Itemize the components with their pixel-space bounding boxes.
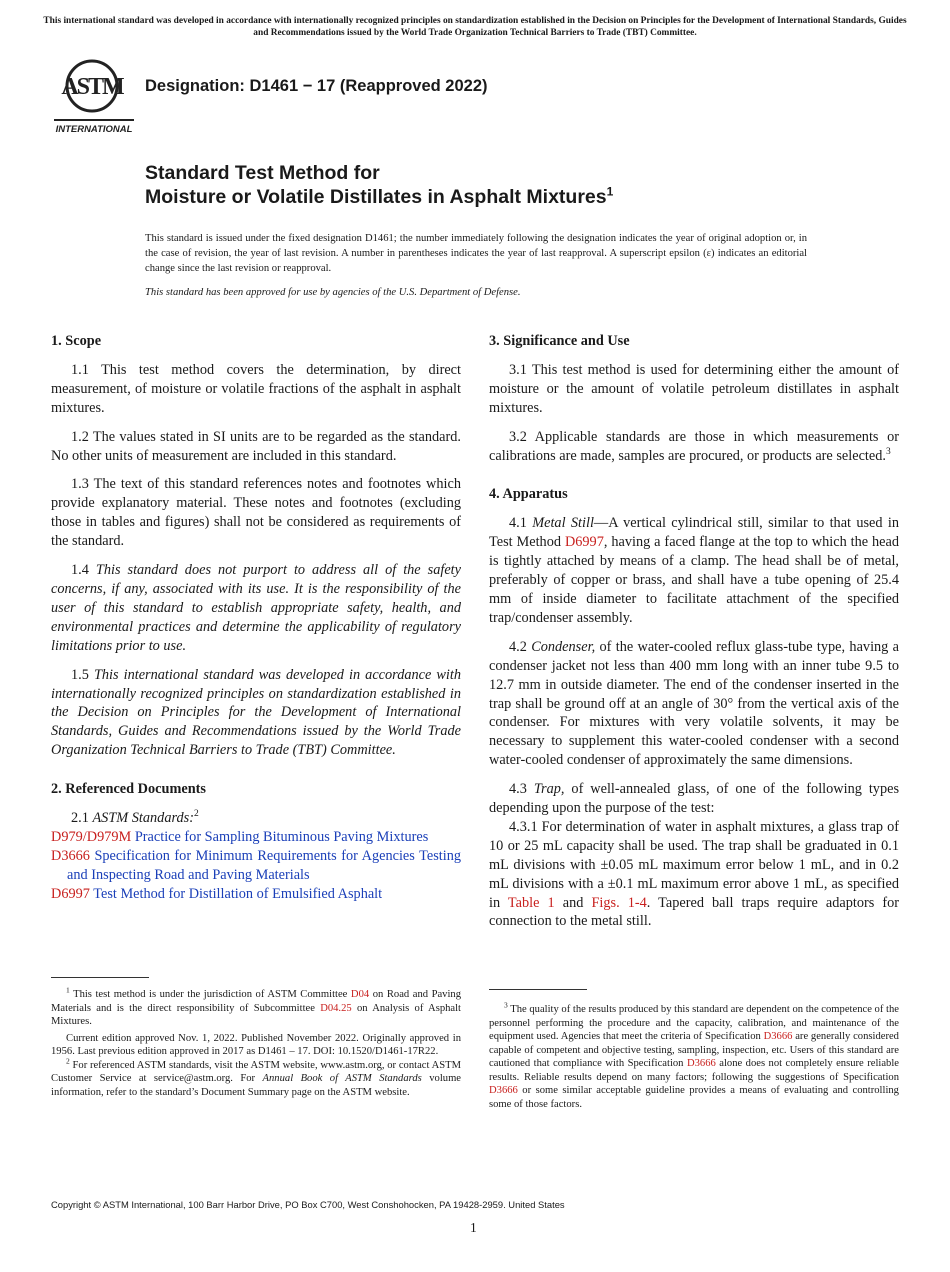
ref-link-d3666[interactable]: D3666 (51, 847, 90, 864)
left-column (51, 332, 461, 904)
footnote-1: $^1$ This test method is under the jurisdiction of ASTM Committee D04 on Road and Paving Materials and is the direct responsibility of Subcommittee D04.25 on Analysis of Asphalt Mixtures. (51, 985, 462, 1027)
logo-subtext: INTERNATIONAL (55, 124, 133, 135)
link-d3666[interactable]: D3666 (489, 1085, 518, 1096)
refdocs-2-1: 2.1 ASTM Standards:$^2$ (71, 809, 199, 827)
logo-text: ASTM (61, 74, 123, 100)
link-figs-1-4[interactable]: Figs. 1-4 (591, 894, 647, 911)
ref-title-link[interactable]: Test Method for Distillation of Emulsified Asphalt (93, 885, 383, 902)
section-heading-significance: 3. Significance and Use (489, 333, 630, 349)
footnotes-left (51, 977, 461, 1099)
footnote-3: $^3$ The quality of the results produced by this standard are dependent on the competence of the personnel performing the procedure and the capacity, calibration, and maintenance of the equipment used. Agencies that meet the criteria of Specification D3666 are generally considered capable of competent and objective testing, sampling, inspection, etc. Users of this standard are cautioned that compliance with Specification D3666 alone does not completely ensure reliable results. Reliable results depend on many factors; following the suggestions of Specification D3666 or some similar acceptable guideline provides a means of evaluating and controlling some of those factors. (489, 1000, 899, 1110)
link-d3666[interactable]: D3666 (763, 1031, 793, 1042)
link-table-1[interactable]: Table 1 (507, 894, 555, 911)
apparatus-4-3: 4.3 Trap, of well-annealed glass, of one of the following types depending upon the purpose of the test: (489, 781, 900, 817)
scope-1-2: 1.2 The values stated in SI units are to be regarded as the standard. No other units of measurement are included in this standard. (51, 428, 461, 464)
page-title (145, 161, 613, 209)
apparatus-4-3-1: 4.3.1 For determination of water in asphalt mixtures, a glass trap of 10 or 25 mL capacity shall be used. The trap shall be graduated in 0.1 mL divisions with ±0.05 mL maximum error below 1 mL, and in 0.2 mL divisions with a ±0.1 mL maximum error above 1 mL, as specified in Table 1 and Figs. 1-4. Tapered ball traps require adaptors for connection to the metal still. (489, 818, 900, 930)
link-d6997[interactable]: D6997 (564, 534, 604, 551)
intro-paragraph: This standard is issued under the fixed designation D1461; the number immediately following the designation indicates the year of original adoption or, in the case of revision, the year of last revision. A number in parentheses indicates the year of last reapproval. A superscript epsilon (ε) indicates an editorial change since the last revision or reapproval. (145, 233, 807, 274)
ref-link-d6997[interactable]: D6997 (51, 885, 90, 902)
ref-title-link[interactable]: Practice for Sampling Bituminous Paving Mixtures (134, 828, 429, 845)
footnotes-right (489, 989, 899, 1111)
title-line-1: Standard Test Method for (145, 162, 380, 184)
ref-title-link[interactable]: Specification for Minimum Requirements for Agencies Testing and Inspecting Road and Paving Materials (67, 847, 461, 883)
page-number: 1 (470, 1220, 477, 1235)
section-heading-apparatus: 4. Apparatus (489, 486, 568, 503)
ref-link-d979[interactable]: D979/D979M (51, 828, 132, 845)
astm-logo-icon (52, 58, 136, 136)
scope-1-4: 1.4 This standard does not purport to address all of the safety concerns, if any, associated with its use. It is the responsibility of the user of this standard to establish appropriate safety, health, and environmental practices and determine the applicability of regulatory limitations prior to use. (51, 562, 461, 654)
scope-1-1: 1.1 This test method covers the determination, by direct measurement, of moisture or volatile fractions of the asphalt in asphalt mixtures. (51, 361, 461, 416)
significance-3-2: 3.2 Applicable standards are those in which measurements or calibrations are made, samples are procured, or products are selected.$^3$ (489, 428, 899, 464)
section-heading-referenced-documents: 2. Referenced Documents (51, 781, 206, 798)
footnote-rule (489, 989, 587, 990)
top-note: This international standard was developed in accordance with internationally recognized principles on standardization established in the Decision on Principles for the Development of International Standards, Guides and Recommendations issued by the World Trade Organization Technical Barriers to Trade (TBT) Committee. (43, 16, 907, 38)
title-line-2: Moisture or Volatile Distillates in Asphalt Mixtures (145, 186, 607, 208)
ref-item (51, 847, 461, 885)
scope-1-5: 1.5 This international standard was developed in accordance with internationally recognized principles on standardization established in the Decision on Principles for the Development of International Standards, Guides and Recommendations issued by the World Trade Organization Technical Barriers to Trade (TBT) Committee. (51, 666, 462, 759)
copyright-line: Copyright © ASTM International, 100 Barr Harbor Drive, PO Box C700, West Conshohocken, PA 19428-2959. United States (51, 1199, 565, 1210)
apparatus-4-1: 4.1 Metal Still—A vertical cylindrical still, similar to that used in Test Method D6997, having a faced flange at the top to which the head is tightly attached by means of a clamp. The head shall be of metal, preferably of copper or brass, and shall have a tube opening of 25.4 mm of inside diameter to facilitate attachment of the specified trap/condenser assembly. (489, 515, 899, 626)
approval-note: This standard has been approved for use by agencies of the U.S. Department of Defense. (145, 287, 521, 298)
significance-3-1: 3.1 This test method is used for determining either the amount of moisture or the amount of volatile petroleum distillates in asphalt mixtures. (489, 361, 899, 416)
link-d04-25[interactable]: D04.25 (320, 1002, 352, 1014)
link-d3666[interactable]: D3666 (686, 1058, 716, 1069)
footnote-2: $^2$ For referenced ASTM standards, visit the ASTM website, www.astm.org, or contact ASTM Customer Service at service@astm.org. For Annual Book of ASTM Standards volume information, refer to the standard’s Document Summary page on the ASTM website. (51, 1055, 462, 1098)
link-d04[interactable]: D04 (350, 989, 370, 1000)
title-footnote-mark: 1 (606, 184, 614, 199)
section-heading-scope: 1. Scope (51, 333, 102, 349)
ref-item (51, 885, 461, 904)
scope-1-3: 1.3 The text of this standard references notes and footnotes which provide explanatory material. These notes and footnotes (excluding those in tables and figures) shall not be considered as requirements of the standard. (51, 476, 461, 550)
designation: Designation: D1461 − 17 (Reapproved 2022) (145, 77, 488, 95)
right-column (489, 332, 899, 931)
apparatus-4-2: 4.2 Condenser, of the water-cooled reflux glass-tube type, having a condenser jacket not less than 400 mm long with an inner tube 9.5 to 12.7 mm in outside diameter. The end of the condenser inserted in the trap shall be ground off at an angle of 30° from the vertical axis of the condenser. For mixtures with very volatile solvents, it may be necessary to supplement this water-cooled condenser with a second water-cooled condenser of approximately the same dimensions. (489, 638, 900, 769)
edition-note: Current edition approved Nov. 1, 2022. Published November 2022. Originally approved in 1956. Last previous edition approved in 2017 as D1461 – 17. DOI: 10.1520/D1461-17R22. (51, 1032, 461, 1057)
ref-item (51, 828, 461, 847)
footnote-rule (51, 977, 149, 978)
